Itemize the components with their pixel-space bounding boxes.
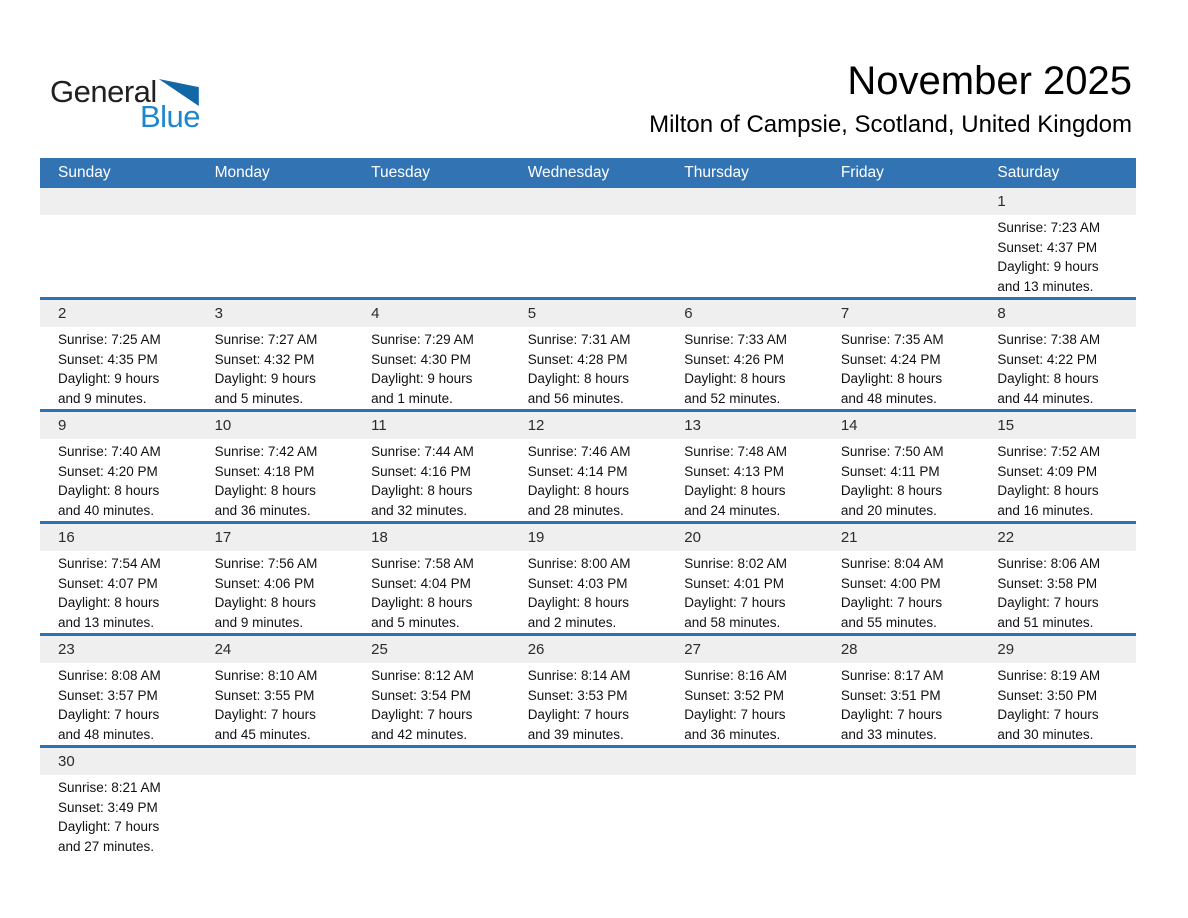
sunrise-text: Sunrise: 7:27 AM: [214, 332, 318, 347]
daylight-line1: Daylight: 7 hours: [214, 707, 316, 723]
weekday-header-wednesday: Wednesday: [510, 158, 667, 188]
sunrise-text: Sunrise: 7:48 AM: [684, 444, 788, 459]
sunrise-text: Sunrise: 7:44 AM: [371, 444, 474, 459]
sunset-text: Sunset: 3:51 PM: [840, 687, 941, 703]
daylight-line2: and 58 minutes.: [684, 614, 781, 630]
daylight-line2: and 9 minutes.: [58, 390, 147, 406]
sunset-text: Sunset: 3:54 PM: [371, 687, 471, 703]
day-cell-22: [979, 523, 1136, 635]
sunset-text: Sunset: 4:18 PM: [214, 463, 315, 479]
day-number-strip: [666, 524, 823, 551]
day-cell-body: [353, 327, 510, 409]
day-number-strip: [979, 748, 1136, 775]
daylight-line2: and 13 minutes.: [997, 278, 1094, 294]
day-number: 3: [214, 305, 223, 322]
day-number: 2: [58, 305, 67, 322]
logo-text-general: General: [50, 74, 157, 109]
sunrise-text: Sunrise: 7:29 AM: [371, 332, 474, 347]
day-number-strip: [197, 636, 354, 663]
day-cell-body: [197, 327, 354, 409]
day-cell-body: [40, 663, 197, 745]
day-number: 9: [58, 417, 67, 434]
empty-day-cell: [666, 747, 823, 858]
daylight-line2: and 45 minutes.: [214, 726, 311, 742]
daylight-line2: and 5 minutes.: [371, 614, 460, 630]
empty-day-cell: [353, 188, 510, 299]
day-number-strip: [197, 300, 354, 327]
sunset-text: Sunset: 4:35 PM: [58, 351, 158, 367]
day-number-strip: [979, 188, 1136, 215]
day-cell-body: [353, 439, 510, 521]
day-number-strip: [666, 636, 823, 663]
week-row: [40, 188, 1136, 299]
week-row: [40, 299, 1136, 411]
daylight-line1: Daylight: 8 hours: [527, 371, 629, 387]
day-cell-body: [510, 551, 667, 633]
daylight-line1: Daylight: 8 hours: [997, 371, 1099, 387]
day-cell-body: [979, 439, 1136, 521]
day-cell-body: [666, 327, 823, 409]
weekday-header-sunday: Sunday: [40, 158, 197, 188]
sunrise-text: Sunrise: 8:21 AM: [58, 780, 161, 795]
sunrise-text: Sunrise: 7:50 AM: [840, 444, 944, 459]
sunset-text: Sunset: 4:13 PM: [684, 463, 785, 479]
day-number-strip: [353, 300, 510, 327]
page-title: November 2025: [847, 59, 1132, 103]
sunset-text: Sunset: 4:00 PM: [840, 575, 941, 591]
week-row: [40, 411, 1136, 523]
day-number-strip: [197, 748, 354, 775]
sunrise-text: Sunrise: 7:23 AM: [997, 220, 1101, 235]
day-number-strip: [823, 636, 980, 663]
daylight-line1: Daylight: 9 hours: [371, 371, 473, 387]
day-number: 12: [527, 417, 545, 434]
day-number: 15: [997, 417, 1015, 434]
day-number-strip: [666, 300, 823, 327]
day-number: 18: [371, 529, 388, 546]
daylight-line1: Daylight: 7 hours: [684, 707, 786, 723]
day-number-strip: [40, 748, 197, 775]
daylight-line1: Daylight: 8 hours: [997, 483, 1099, 499]
day-cell-body: [353, 663, 510, 745]
daylight-line2: and 32 minutes.: [371, 502, 468, 518]
sunset-text: Sunset: 4:24 PM: [840, 351, 941, 367]
sunrise-text: Sunrise: 7:58 AM: [371, 556, 474, 571]
weekday-header-saturday: Saturday: [979, 158, 1136, 188]
sunset-text: Sunset: 4:22 PM: [997, 351, 1098, 367]
day-number-strip: [510, 412, 667, 439]
sunrise-text: Sunrise: 8:16 AM: [684, 668, 788, 683]
daylight-line2: and 39 minutes.: [527, 726, 624, 742]
day-cell-24: [197, 635, 354, 747]
daylight-line1: Daylight: 8 hours: [684, 371, 786, 387]
day-cell-body: [40, 327, 197, 409]
daylight-line2: and 44 minutes.: [997, 390, 1094, 406]
day-number: 14: [840, 417, 858, 434]
daylight-line2: and 36 minutes.: [214, 502, 311, 518]
daylight-line1: Daylight: 8 hours: [684, 483, 786, 499]
sunset-text: Sunset: 4:07 PM: [58, 575, 158, 591]
day-cell-23: [40, 635, 197, 747]
day-number-strip: [353, 636, 510, 663]
day-number-strip: [823, 412, 980, 439]
daylight-line2: and 20 minutes.: [840, 502, 937, 518]
day-cell-26: [510, 635, 667, 747]
daylight-line2: and 56 minutes.: [527, 390, 624, 406]
sunset-text: Sunset: 4:09 PM: [997, 463, 1098, 479]
day-number-strip: [823, 524, 980, 551]
day-number-strip: [353, 412, 510, 439]
daylight-line2: and 27 minutes.: [58, 838, 155, 854]
day-cell-13: [666, 411, 823, 523]
daylight-line1: Daylight: 8 hours: [840, 483, 943, 499]
day-number-strip: [197, 524, 354, 551]
sunrise-text: Sunrise: 7:33 AM: [684, 332, 788, 347]
sunrise-text: Sunrise: 8:06 AM: [997, 556, 1101, 571]
day-cell-body: [197, 775, 354, 857]
day-cell-body: [823, 327, 980, 409]
day-number: 23: [58, 641, 75, 658]
day-number-strip: [666, 188, 823, 215]
day-number-strip: [823, 748, 980, 775]
daylight-line1: Daylight: 7 hours: [840, 707, 943, 723]
sunrise-text: Sunrise: 7:46 AM: [527, 444, 631, 459]
weekday-header-tuesday: Tuesday: [353, 158, 510, 188]
daylight-line1: Daylight: 8 hours: [214, 595, 316, 611]
daylight-line2: and 28 minutes.: [527, 502, 624, 518]
day-number: 24: [214, 641, 232, 658]
daylight-line2: and 48 minutes.: [840, 390, 937, 406]
day-cell-body: [979, 663, 1136, 745]
daylight-line1: Daylight: 8 hours: [527, 483, 629, 499]
sunrise-text: Sunrise: 8:19 AM: [997, 668, 1101, 683]
day-number: 11: [371, 417, 387, 434]
day-cell-10: [197, 411, 354, 523]
empty-day-cell: [510, 747, 667, 858]
sunset-text: Sunset: 3:58 PM: [997, 575, 1098, 591]
day-cell-18: [353, 523, 510, 635]
day-number-strip: [823, 300, 980, 327]
day-number: 8: [997, 305, 1006, 322]
day-cell-body: [979, 327, 1136, 409]
day-number: 21: [840, 529, 858, 546]
sunset-text: Sunset: 4:14 PM: [527, 463, 628, 479]
daylight-line1: Daylight: 8 hours: [527, 595, 629, 611]
day-number-strip: [510, 188, 667, 215]
day-cell-body: [823, 663, 980, 745]
daylight-line2: and 40 minutes.: [58, 502, 155, 518]
sunset-text: Sunset: 4:28 PM: [527, 351, 628, 367]
day-cell-body: [823, 551, 980, 633]
empty-day-cell: [823, 747, 980, 858]
daylight-line1: Daylight: 7 hours: [371, 707, 473, 723]
day-cell-6: [666, 299, 823, 411]
day-cell-body: [979, 551, 1136, 633]
sunrise-text: Sunrise: 8:17 AM: [840, 668, 944, 683]
daylight-line2: and 24 minutes.: [684, 502, 781, 518]
week-row: [40, 635, 1136, 747]
day-cell-body: [353, 775, 510, 857]
day-cell-body: [666, 215, 823, 297]
sunset-text: Sunset: 4:03 PM: [527, 575, 628, 591]
empty-day-cell: [510, 188, 667, 299]
daylight-line1: Daylight: 9 hours: [997, 259, 1099, 275]
empty-day-cell: [823, 188, 980, 299]
day-number-strip: [197, 188, 354, 215]
day-number-strip: [510, 748, 667, 775]
sunrise-text: Sunrise: 8:02 AM: [684, 556, 788, 571]
sunrise-text: Sunrise: 7:25 AM: [58, 332, 161, 347]
daylight-line1: Daylight: 7 hours: [58, 819, 160, 835]
day-cell-25: [353, 635, 510, 747]
day-cell-body: [666, 775, 823, 857]
title-block: [649, 58, 1132, 140]
sunset-text: Sunset: 4:20 PM: [58, 463, 158, 479]
sunrise-text: Sunrise: 8:10 AM: [214, 668, 318, 683]
daylight-line2: and 33 minutes.: [840, 726, 937, 742]
sunrise-text: Sunrise: 7:42 AM: [214, 444, 318, 459]
sunrise-text: Sunrise: 7:35 AM: [840, 332, 944, 347]
daylight-line1: Daylight: 8 hours: [371, 483, 473, 499]
day-number: 17: [214, 529, 232, 546]
sunrise-text: Sunrise: 7:56 AM: [214, 556, 318, 571]
sunrise-text: Sunrise: 7:38 AM: [997, 332, 1101, 347]
day-cell-body: [40, 215, 197, 297]
day-cell-body: [823, 215, 980, 297]
day-number-strip: [979, 412, 1136, 439]
day-number: 30: [58, 753, 75, 770]
day-number-strip: [510, 524, 667, 551]
sunrise-text: Sunrise: 7:52 AM: [997, 444, 1101, 459]
empty-day-cell: [666, 188, 823, 299]
week-row: [40, 523, 1136, 635]
day-cell-body: [666, 551, 823, 633]
daylight-line1: Daylight: 8 hours: [840, 371, 943, 387]
day-number-strip: [353, 748, 510, 775]
daylight-line2: and 51 minutes.: [997, 614, 1094, 630]
sunset-text: Sunset: 4:04 PM: [371, 575, 471, 591]
day-number-strip: [40, 188, 197, 215]
day-number: 13: [684, 417, 701, 434]
sunset-text: Sunset: 3:55 PM: [214, 687, 315, 703]
day-cell-5: [510, 299, 667, 411]
day-number: 6: [684, 305, 693, 322]
daylight-line1: Daylight: 7 hours: [527, 707, 629, 723]
sunrise-text: Sunrise: 8:00 AM: [527, 556, 631, 571]
sunset-text: Sunset: 3:49 PM: [58, 799, 158, 815]
day-cell-body: [40, 439, 197, 521]
day-number-strip: [40, 412, 197, 439]
day-number: 16: [58, 529, 75, 546]
logo-text-blue: Blue: [139, 99, 200, 134]
day-cell-body: [40, 551, 197, 633]
sunrise-text: Sunrise: 7:54 AM: [58, 556, 161, 571]
day-number: 1: [997, 193, 1006, 210]
day-number: 29: [997, 641, 1015, 658]
sunset-text: Sunset: 4:11 PM: [840, 463, 940, 479]
day-cell-body: [666, 663, 823, 745]
day-cell-30: [40, 747, 197, 858]
day-cell-8: [979, 299, 1136, 411]
sunset-text: Sunset: 4:06 PM: [214, 575, 315, 591]
day-number-strip: [823, 188, 980, 215]
daylight-line1: Daylight: 8 hours: [58, 483, 160, 499]
daylight-line1: Daylight: 7 hours: [840, 595, 943, 611]
calendar-table: [40, 158, 1136, 857]
week-row: [40, 747, 1136, 858]
day-cell-19: [510, 523, 667, 635]
day-cell-body: [979, 775, 1136, 857]
day-number-strip: [353, 188, 510, 215]
daylight-line2: and 30 minutes.: [997, 726, 1094, 742]
daylight-line2: and 36 minutes.: [684, 726, 781, 742]
day-cell-3: [197, 299, 354, 411]
day-number: 7: [840, 305, 850, 322]
day-cell-body: [353, 215, 510, 297]
day-cell-20: [666, 523, 823, 635]
sunrise-text: Sunrise: 7:40 AM: [58, 444, 161, 459]
day-number: 22: [997, 529, 1015, 546]
day-cell-7: [823, 299, 980, 411]
day-number-strip: [40, 300, 197, 327]
day-cell-2: [40, 299, 197, 411]
day-cell-body: [510, 327, 667, 409]
day-cell-body: [197, 215, 354, 297]
weekday-header-row: [40, 158, 1136, 188]
day-cell-body: [510, 775, 667, 857]
day-number: 25: [371, 641, 388, 658]
daylight-line1: Daylight: 7 hours: [684, 595, 786, 611]
day-cell-body: [510, 215, 667, 297]
sunset-text: Sunset: 4:30 PM: [371, 351, 471, 367]
day-number: 19: [527, 529, 545, 546]
daylight-line2: and 42 minutes.: [371, 726, 468, 742]
day-number: 10: [214, 417, 232, 434]
day-number: 28: [840, 641, 858, 658]
day-number: 26: [527, 641, 545, 658]
daylight-line1: Daylight: 8 hours: [371, 595, 473, 611]
day-cell-body: [40, 775, 197, 857]
day-cell-body: [197, 439, 354, 521]
sunrise-text: Sunrise: 8:08 AM: [58, 668, 161, 683]
day-cell-body: [510, 663, 667, 745]
day-cell-15: [979, 411, 1136, 523]
day-number: 20: [684, 529, 701, 546]
weekday-header-thursday: Thursday: [666, 158, 823, 188]
daylight-line2: and 13 minutes.: [58, 614, 155, 630]
sunset-text: Sunset: 4:26 PM: [684, 351, 785, 367]
sunrise-text: Sunrise: 8:14 AM: [527, 668, 631, 683]
day-cell-body: [979, 215, 1136, 297]
sunset-text: Sunset: 3:50 PM: [997, 687, 1098, 703]
empty-day-cell: [197, 188, 354, 299]
day-number: 4: [371, 305, 380, 322]
daylight-line1: Daylight: 9 hours: [214, 371, 316, 387]
sunrise-text: Sunrise: 8:04 AM: [840, 556, 944, 571]
daylight-line2: and 48 minutes.: [58, 726, 155, 742]
daylight-line2: and 1 minute.: [371, 390, 453, 406]
day-cell-1: [979, 188, 1136, 299]
day-number-strip: [40, 524, 197, 551]
day-cell-17: [197, 523, 354, 635]
calendar-body: [40, 188, 1136, 857]
sunrise-text: Sunrise: 8:12 AM: [371, 668, 474, 683]
sunset-text: Sunset: 3:53 PM: [527, 687, 628, 703]
day-number: 5: [527, 305, 537, 322]
page-subtitle: Milton of Campsie, Scotland, United Kingdom: [649, 111, 1132, 138]
daylight-line1: Daylight: 9 hours: [58, 371, 160, 387]
day-number-strip: [979, 300, 1136, 327]
day-cell-11: [353, 411, 510, 523]
day-number-strip: [353, 524, 510, 551]
sunset-text: Sunset: 3:52 PM: [684, 687, 785, 703]
day-cell-body: [666, 439, 823, 521]
daylight-line1: Daylight: 7 hours: [997, 595, 1099, 611]
daylight-line2: and 2 minutes.: [527, 614, 617, 630]
day-cell-21: [823, 523, 980, 635]
day-number-strip: [40, 636, 197, 663]
day-number: 27: [684, 641, 701, 658]
weekday-header-monday: Monday: [197, 158, 354, 188]
sunset-text: Sunset: 4:01 PM: [684, 575, 785, 591]
day-number-strip: [666, 412, 823, 439]
empty-day-cell: [353, 747, 510, 858]
daylight-line2: and 5 minutes.: [214, 390, 304, 406]
daylight-line1: Daylight: 7 hours: [58, 707, 160, 723]
empty-day-cell: [197, 747, 354, 858]
daylight-line1: Daylight: 8 hours: [58, 595, 160, 611]
day-cell-27: [666, 635, 823, 747]
empty-day-cell: [979, 747, 1136, 858]
day-cell-4: [353, 299, 510, 411]
day-cell-16: [40, 523, 197, 635]
day-cell-body: [510, 439, 667, 521]
day-number-strip: [979, 524, 1136, 551]
daylight-line1: Daylight: 8 hours: [214, 483, 316, 499]
daylight-line1: Daylight: 7 hours: [997, 707, 1099, 723]
day-cell-body: [197, 551, 354, 633]
day-number-strip: [197, 412, 354, 439]
sunset-text: Sunset: 4:32 PM: [214, 351, 315, 367]
day-number-strip: [510, 300, 667, 327]
general-blue-logo: [50, 76, 200, 132]
sunset-text: Sunset: 4:16 PM: [371, 463, 471, 479]
day-cell-body: [823, 775, 980, 857]
day-cell-29: [979, 635, 1136, 747]
empty-day-cell: [40, 188, 197, 299]
daylight-line2: and 9 minutes.: [214, 614, 304, 630]
day-number-strip: [510, 636, 667, 663]
calendar-weekday-header: [40, 158, 1136, 188]
day-cell-body: [353, 551, 510, 633]
day-cell-14: [823, 411, 980, 523]
daylight-line2: and 55 minutes.: [840, 614, 937, 630]
day-number-strip: [666, 748, 823, 775]
daylight-line2: and 16 minutes.: [997, 502, 1094, 518]
sunrise-text: Sunrise: 7:31 AM: [527, 332, 631, 347]
day-cell-28: [823, 635, 980, 747]
sunset-text: Sunset: 4:37 PM: [997, 239, 1098, 255]
daylight-line2: and 52 minutes.: [684, 390, 781, 406]
day-cell-body: [823, 439, 980, 521]
weekday-header-friday: Friday: [823, 158, 980, 188]
day-cell-12: [510, 411, 667, 523]
sunset-text: Sunset: 3:57 PM: [58, 687, 158, 703]
day-cell-9: [40, 411, 197, 523]
day-number-strip: [979, 636, 1136, 663]
day-cell-body: [197, 663, 354, 745]
